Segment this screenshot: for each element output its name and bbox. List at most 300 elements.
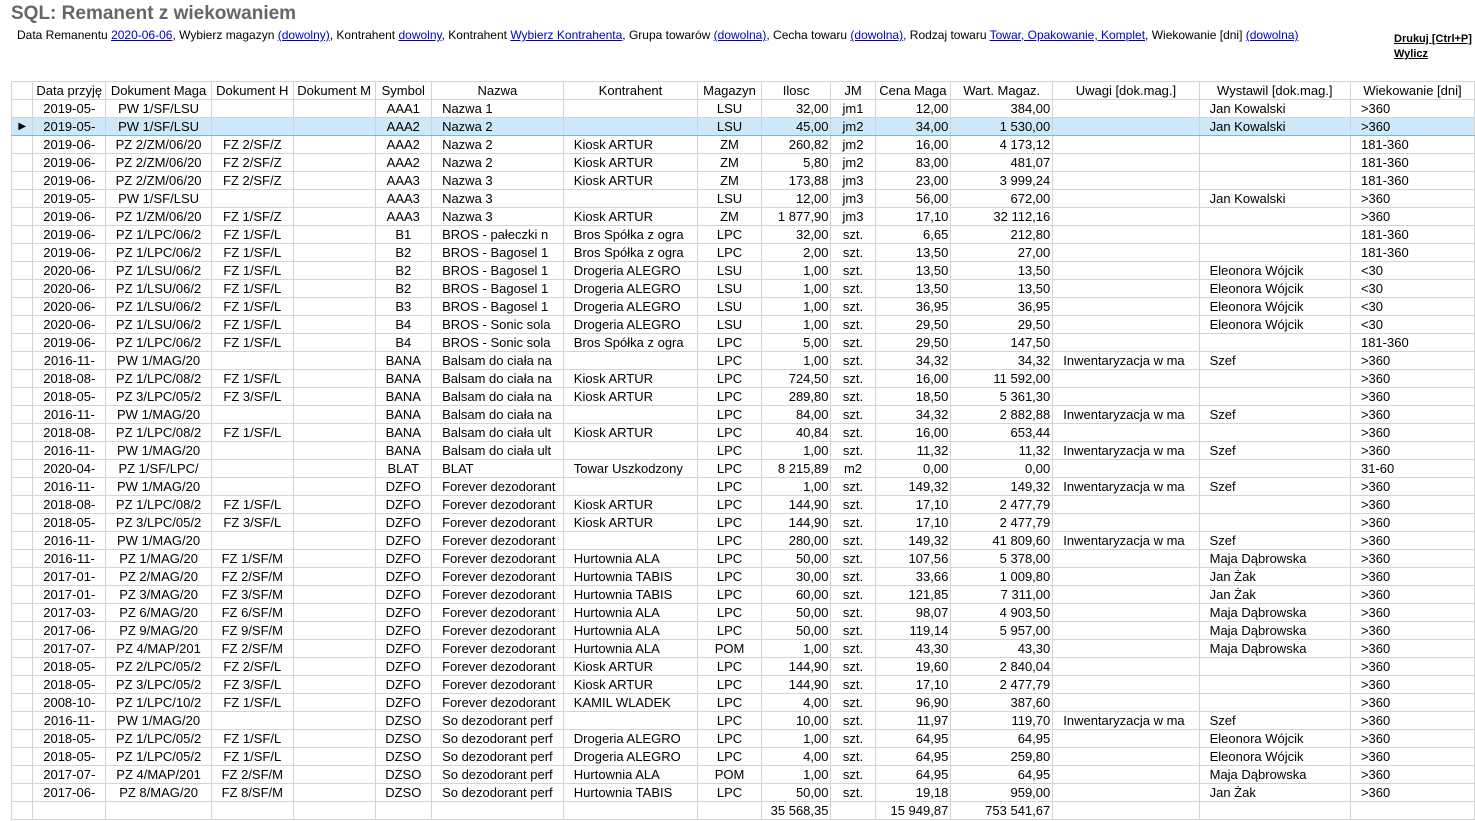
param-separator: , xyxy=(329,28,337,42)
table-cell: PZ 2/ZM/06/20 xyxy=(106,172,212,190)
table-cell: >360 xyxy=(1350,352,1474,370)
param-label: Data Remanentu xyxy=(17,28,112,42)
table-cell: Forever dezodorant xyxy=(432,550,564,568)
table-row[interactable] xyxy=(12,766,1475,784)
table-row[interactable] xyxy=(12,658,1475,676)
row-indicator xyxy=(12,316,33,334)
table-cell: 50,00 xyxy=(761,622,831,640)
table-cell: Eleonora Wójcik xyxy=(1199,280,1350,298)
table-row[interactable] xyxy=(12,676,1475,694)
table-cell xyxy=(293,298,375,316)
table-row[interactable] xyxy=(12,730,1475,748)
table-cell: 2020-06- xyxy=(33,262,106,280)
table-cell: 17,10 xyxy=(875,676,951,694)
table-cell: szt. xyxy=(831,694,875,712)
table-cell: LSU xyxy=(698,298,762,316)
table-row[interactable] xyxy=(12,784,1475,802)
table-cell: Szef xyxy=(1199,352,1350,370)
table-cell: 64,95 xyxy=(951,766,1053,784)
table-cell xyxy=(1053,586,1199,604)
row-indicator: ▶ xyxy=(12,118,33,136)
table-cell: PZ 6/MAG/20 xyxy=(106,604,212,622)
table-cell: AAA3 xyxy=(375,172,432,190)
total-cell xyxy=(563,802,697,820)
table-cell: LPC xyxy=(698,532,762,550)
table-cell: 2020-06- xyxy=(33,298,106,316)
table-cell: >360 xyxy=(1350,370,1474,388)
table-cell: szt. xyxy=(831,586,875,604)
table-cell xyxy=(293,208,375,226)
table-cell xyxy=(1053,766,1199,784)
table-cell: PZ 1/LPC/10/2 xyxy=(106,694,212,712)
table-cell: PZ 3/LPC/05/2 xyxy=(106,388,212,406)
table-row[interactable] xyxy=(12,262,1475,280)
table-cell xyxy=(1199,370,1350,388)
table-cell: 2017-01- xyxy=(33,568,106,586)
table-cell xyxy=(293,748,375,766)
table-cell xyxy=(293,136,375,154)
column-header[interactable]: Nazwa xyxy=(432,82,564,100)
table-cell: So dezodorant perf xyxy=(432,730,564,748)
row-indicator xyxy=(12,478,33,496)
table-cell: 4,00 xyxy=(761,694,831,712)
table-row[interactable] xyxy=(12,406,1475,424)
table-cell: BROS - pałeczki n xyxy=(432,226,564,244)
table-cell: 13,50 xyxy=(951,262,1053,280)
table-row[interactable] xyxy=(12,172,1475,190)
table-cell: 2 477,79 xyxy=(951,514,1053,532)
table-cell: 16,00 xyxy=(875,136,951,154)
table-cell: 1,00 xyxy=(761,640,831,658)
table-row[interactable] xyxy=(12,226,1475,244)
table-cell xyxy=(1199,172,1350,190)
table-cell: LPC xyxy=(698,694,762,712)
table-row[interactable] xyxy=(12,694,1475,712)
table-cell: 4,00 xyxy=(761,748,831,766)
param-value-link[interactable]: (dowolna) xyxy=(850,28,904,42)
table-cell: PZ 1/LPC/06/2 xyxy=(106,334,212,352)
table-cell: Jan Kowalski xyxy=(1199,118,1350,136)
table-cell: Bros Spółka z ogra xyxy=(563,244,697,262)
table-cell xyxy=(211,190,293,208)
table-cell xyxy=(1053,424,1199,442)
table-cell xyxy=(1199,154,1350,172)
table-row[interactable] xyxy=(12,478,1475,496)
table-cell: jm1 xyxy=(831,100,875,118)
table-cell: AAA1 xyxy=(375,100,432,118)
row-indicator xyxy=(12,226,33,244)
table-cell: BROS - Bagosel 1 xyxy=(432,298,564,316)
table-cell: 5 957,00 xyxy=(951,622,1053,640)
table-cell: Kiosk ARTUR xyxy=(563,172,697,190)
table-cell: BANA xyxy=(375,442,432,460)
table-cell: FZ 2/SF/Z xyxy=(211,154,293,172)
table-cell: PZ 1/LPC/08/2 xyxy=(106,424,212,442)
table-cell xyxy=(293,460,375,478)
table-row[interactable] xyxy=(12,550,1475,568)
table-row[interactable] xyxy=(12,388,1475,406)
row-indicator xyxy=(12,100,33,118)
table-row[interactable] xyxy=(12,442,1475,460)
table-cell: PW 1/MAG/20 xyxy=(106,478,212,496)
table-row[interactable] xyxy=(12,208,1475,226)
table-cell xyxy=(293,766,375,784)
table-cell xyxy=(1053,730,1199,748)
table-cell xyxy=(1199,514,1350,532)
table-cell: BANA xyxy=(375,406,432,424)
table-cell: KAMIL WLADEK xyxy=(563,694,697,712)
table-row[interactable] xyxy=(12,622,1475,640)
table-row[interactable] xyxy=(12,370,1475,388)
table-cell xyxy=(1053,316,1199,334)
table-cell xyxy=(1199,694,1350,712)
param-value-link[interactable]: (dowolny) xyxy=(277,28,330,42)
table-cell: LPC xyxy=(698,622,762,640)
column-header[interactable]: Dokument M xyxy=(293,82,375,100)
column-header[interactable]: Cena Maga xyxy=(875,82,951,100)
table-cell: szt. xyxy=(831,316,875,334)
table-cell: LPC xyxy=(698,388,762,406)
table-cell: BROS - Sonic sola xyxy=(432,316,564,334)
table-cell: jm2 xyxy=(831,154,875,172)
table-cell: 11,97 xyxy=(875,712,951,730)
table-cell: 2016-11- xyxy=(33,532,106,550)
param-separator: , xyxy=(903,28,910,42)
table-cell: >360 xyxy=(1350,748,1474,766)
table-cell: DZSO xyxy=(375,712,432,730)
table-cell xyxy=(293,406,375,424)
table-cell: BROS - Bagosel 1 xyxy=(432,280,564,298)
param-value-link[interactable]: (dowolna) xyxy=(713,28,767,42)
table-cell xyxy=(211,352,293,370)
table-cell: 19,18 xyxy=(875,784,951,802)
table-row[interactable] xyxy=(12,460,1475,478)
table-cell: Hurtownia TABIS xyxy=(563,568,697,586)
table-cell xyxy=(293,316,375,334)
table-row[interactable] xyxy=(12,298,1475,316)
row-indicator xyxy=(12,442,33,460)
table-row[interactable] xyxy=(12,244,1475,262)
table-cell: FZ 1/SF/L xyxy=(211,316,293,334)
table-row[interactable] xyxy=(12,532,1475,550)
table-row[interactable] xyxy=(12,496,1475,514)
calculate-button[interactable]: Wylicz xyxy=(1394,48,1429,60)
table-cell: LSU xyxy=(698,316,762,334)
table-cell: 5 378,00 xyxy=(951,550,1053,568)
table-cell: 50,00 xyxy=(761,784,831,802)
total-cell xyxy=(106,802,212,820)
table-cell: 83,00 xyxy=(875,154,951,172)
table-cell: 18,50 xyxy=(875,388,951,406)
table-cell xyxy=(211,532,293,550)
table-cell xyxy=(1053,640,1199,658)
table-cell: 11 592,00 xyxy=(951,370,1053,388)
table-cell: BROS - Bagosel 1 xyxy=(432,244,564,262)
param-value-link[interactable]: (dowolna) xyxy=(1245,28,1299,42)
table-cell: PZ 1/ZM/06/20 xyxy=(106,208,212,226)
table-cell: Hurtownia TABIS xyxy=(563,784,697,802)
column-header[interactable]: Wystawil [dok.mag.] xyxy=(1199,82,1350,100)
table-cell xyxy=(211,100,293,118)
row-indicator xyxy=(12,370,33,388)
table-cell xyxy=(1053,118,1199,136)
table-cell: >360 xyxy=(1350,478,1474,496)
table-cell xyxy=(211,460,293,478)
total-cell: 15 949,87 xyxy=(875,802,951,820)
table-cell xyxy=(293,226,375,244)
row-indicator xyxy=(12,676,33,694)
table-cell: BANA xyxy=(375,370,432,388)
table-cell: DZSO xyxy=(375,730,432,748)
param-separator: , xyxy=(766,28,774,42)
print-button[interactable]: Drukuj [Ctrl+P] xyxy=(1394,33,1472,45)
table-cell: FZ 3/SF/L xyxy=(211,676,293,694)
table-row[interactable] xyxy=(12,604,1475,622)
table-cell xyxy=(1199,676,1350,694)
table-row[interactable] xyxy=(12,136,1475,154)
table-cell: PZ 3/MAG/20 xyxy=(106,586,212,604)
table-cell: 12,00 xyxy=(875,100,951,118)
table-cell: Drogeria ALEGRO xyxy=(563,298,697,316)
table-cell: Kiosk ARTUR xyxy=(563,370,697,388)
table-cell: 959,00 xyxy=(951,784,1053,802)
table-cell xyxy=(293,586,375,604)
column-header[interactable]: Ilosc xyxy=(761,82,831,100)
table-cell: FZ 1/SF/L xyxy=(211,298,293,316)
table-cell: szt. xyxy=(831,622,875,640)
table-cell: 280,00 xyxy=(761,532,831,550)
table-cell: PW 1/MAG/20 xyxy=(106,532,212,550)
table-cell: 36,95 xyxy=(875,298,951,316)
table-cell: Bros Spółka z ogra xyxy=(563,226,697,244)
row-indicator xyxy=(12,424,33,442)
table-cell xyxy=(563,352,697,370)
table-cell: 2 477,79 xyxy=(951,496,1053,514)
table-cell: FZ 2/SF/M xyxy=(211,766,293,784)
table-cell: 2019-05- xyxy=(33,100,106,118)
table-cell xyxy=(293,280,375,298)
column-header[interactable]: Data przyję xyxy=(33,82,106,100)
table-cell: 84,00 xyxy=(761,406,831,424)
table-cell: 29,50 xyxy=(875,316,951,334)
table-cell: DZFO xyxy=(375,496,432,514)
table-cell xyxy=(1053,460,1199,478)
column-header[interactable]: Dokument Maga xyxy=(106,82,212,100)
table-cell: LPC xyxy=(698,424,762,442)
table-cell: >360 xyxy=(1350,550,1474,568)
table-cell xyxy=(293,640,375,658)
table-cell xyxy=(211,712,293,730)
table-cell: szt. xyxy=(831,388,875,406)
param-value-link[interactable]: Wybierz Kontrahenta xyxy=(510,28,623,42)
column-header[interactable]: Uwagi [dok.mag.] xyxy=(1053,82,1199,100)
table-row[interactable] xyxy=(12,586,1475,604)
table-cell: PZ 1/LPC/05/2 xyxy=(106,730,212,748)
column-header[interactable]: Symbol xyxy=(375,82,432,100)
table-cell: 107,56 xyxy=(875,550,951,568)
table-cell: Maja Dąbrowska xyxy=(1199,766,1350,784)
table-cell xyxy=(563,190,697,208)
table-cell: Inwentaryzacja w ma xyxy=(1053,478,1199,496)
table-cell: LSU xyxy=(698,118,762,136)
table-cell xyxy=(1053,190,1199,208)
table-cell: Maja Dąbrowska xyxy=(1199,622,1350,640)
table-row[interactable] xyxy=(12,280,1475,298)
table-row[interactable] xyxy=(12,424,1475,442)
table-row[interactable] xyxy=(12,334,1475,352)
table-cell xyxy=(293,190,375,208)
table-row[interactable] xyxy=(12,190,1475,208)
table-cell: 32,00 xyxy=(761,226,831,244)
table-cell: LPC xyxy=(698,586,762,604)
table-cell xyxy=(293,244,375,262)
table-cell: LPC xyxy=(698,658,762,676)
table-row[interactable] xyxy=(12,514,1475,532)
table-cell: 1,00 xyxy=(761,766,831,784)
param-value-link[interactable]: dowolny xyxy=(398,28,442,42)
table-cell: 2019-06- xyxy=(33,172,106,190)
table-cell: >360 xyxy=(1350,730,1474,748)
table-cell: BROS - Bagosel 1 xyxy=(432,262,564,280)
table-cell: FZ 1/SF/L xyxy=(211,244,293,262)
table-cell: 2018-05- xyxy=(33,676,106,694)
table-cell: FZ 3/SF/M xyxy=(211,586,293,604)
table-row[interactable] xyxy=(12,748,1475,766)
table-cell xyxy=(293,352,375,370)
table-cell: LPC xyxy=(698,370,762,388)
table-cell xyxy=(563,532,697,550)
column-header[interactable]: Kontrahent xyxy=(563,82,697,100)
table-cell: 50,00 xyxy=(761,604,831,622)
table-cell: 2017-07- xyxy=(33,766,106,784)
total-cell xyxy=(33,802,106,820)
table-row[interactable] xyxy=(12,316,1475,334)
table-cell xyxy=(293,730,375,748)
table-cell: FZ 1/SF/L xyxy=(211,694,293,712)
table-cell: 212,80 xyxy=(951,226,1053,244)
table-row[interactable] xyxy=(12,352,1475,370)
table-row[interactable] xyxy=(12,640,1475,658)
table-cell: szt. xyxy=(831,370,875,388)
table-cell: 2018-05- xyxy=(33,730,106,748)
table-cell: 34,32 xyxy=(875,406,951,424)
table-cell: 2008-10- xyxy=(33,694,106,712)
table-cell: PZ 2/LPC/05/2 xyxy=(106,658,212,676)
table-cell: 149,32 xyxy=(875,478,951,496)
table-cell: szt. xyxy=(831,766,875,784)
total-cell xyxy=(211,802,293,820)
table-cell xyxy=(563,712,697,730)
table-cell: 34,00 xyxy=(875,118,951,136)
table-cell: szt. xyxy=(831,658,875,676)
table-cell: szt. xyxy=(831,712,875,730)
table-cell: 60,00 xyxy=(761,586,831,604)
table-cell: >360 xyxy=(1350,532,1474,550)
table-cell: 121,85 xyxy=(875,586,951,604)
table-cell: Kiosk ARTUR xyxy=(563,388,697,406)
table-cell: DZFO xyxy=(375,568,432,586)
table-cell: Inwentaryzacja w ma xyxy=(1053,406,1199,424)
table-row[interactable] xyxy=(12,568,1475,586)
table-cell: 1,00 xyxy=(761,478,831,496)
table-cell: DZFO xyxy=(375,550,432,568)
table-cell: <30 xyxy=(1350,298,1474,316)
param-label: Wiekowanie [dni] xyxy=(1151,28,1246,42)
table-cell: B3 xyxy=(375,298,432,316)
table-row[interactable] xyxy=(12,118,1475,136)
table-cell: FZ 1/SF/Z xyxy=(211,208,293,226)
table-cell: LPC xyxy=(698,748,762,766)
table-cell xyxy=(1199,244,1350,262)
table-cell: Forever dezodorant xyxy=(432,532,564,550)
table-cell: >360 xyxy=(1350,208,1474,226)
table-cell: 149,32 xyxy=(875,532,951,550)
table-cell: 1,00 xyxy=(761,298,831,316)
column-header[interactable]: JM xyxy=(831,82,875,100)
table-cell: PZ 1/LSU/06/2 xyxy=(106,280,212,298)
table-cell: >360 xyxy=(1350,640,1474,658)
param-label: Kontrahent xyxy=(336,28,399,42)
table-cell: B4 xyxy=(375,316,432,334)
table-cell: PW 1/MAG/20 xyxy=(106,406,212,424)
table-row[interactable] xyxy=(12,712,1475,730)
column-header[interactable]: Wiekowanie [dni] xyxy=(1350,82,1474,100)
table-cell: Nazwa 3 xyxy=(432,190,564,208)
column-header[interactable]: Wart. Magaz. xyxy=(951,82,1053,100)
table-cell: So dezodorant perf xyxy=(432,748,564,766)
table-cell: >360 xyxy=(1350,658,1474,676)
table-cell: Kiosk ARTUR xyxy=(563,496,697,514)
table-cell: 4 903,50 xyxy=(951,604,1053,622)
param-value-link[interactable]: Towar, Opakowanie, Komplet xyxy=(989,28,1146,42)
table-cell xyxy=(1199,460,1350,478)
actions xyxy=(1394,32,1472,62)
table-cell xyxy=(1053,280,1199,298)
table-cell: 2018-05- xyxy=(33,658,106,676)
table-cell: LPC xyxy=(698,604,762,622)
table-cell: Inwentaryzacja w ma xyxy=(1053,442,1199,460)
table-cell: Nazwa 1 xyxy=(432,100,564,118)
table-cell: PZ 1/LSU/06/2 xyxy=(106,298,212,316)
total-cell xyxy=(375,802,432,820)
param-value-link[interactable]: 2020-06-06 xyxy=(111,28,173,42)
table-cell: 2016-11- xyxy=(33,406,106,424)
table-cell: szt. xyxy=(831,730,875,748)
table-cell: FZ 1/SF/L xyxy=(211,334,293,352)
table-cell: PZ 8/MAG/20 xyxy=(106,784,212,802)
column-header[interactable]: Dokument H xyxy=(211,82,293,100)
table-cell: DZFO xyxy=(375,658,432,676)
table-row[interactable] xyxy=(12,100,1475,118)
table-cell: Forever dezodorant xyxy=(432,640,564,658)
column-header[interactable]: Magazyn xyxy=(698,82,762,100)
table-cell: 1,00 xyxy=(761,442,831,460)
table-row[interactable] xyxy=(12,154,1475,172)
table-cell: >360 xyxy=(1350,676,1474,694)
table-cell: Eleonora Wójcik xyxy=(1199,262,1350,280)
table-cell xyxy=(293,334,375,352)
table-cell: 1,00 xyxy=(761,730,831,748)
table-cell: PZ 2/ZM/06/20 xyxy=(106,136,212,154)
table-cell: FZ 3/SF/L xyxy=(211,514,293,532)
table-cell: <30 xyxy=(1350,262,1474,280)
table-cell: 2,00 xyxy=(761,244,831,262)
table-cell: >360 xyxy=(1350,496,1474,514)
table-cell xyxy=(293,370,375,388)
table-cell: POM xyxy=(698,640,762,658)
table-cell: FZ 1/SF/L xyxy=(211,262,293,280)
table-cell: DZSO xyxy=(375,766,432,784)
